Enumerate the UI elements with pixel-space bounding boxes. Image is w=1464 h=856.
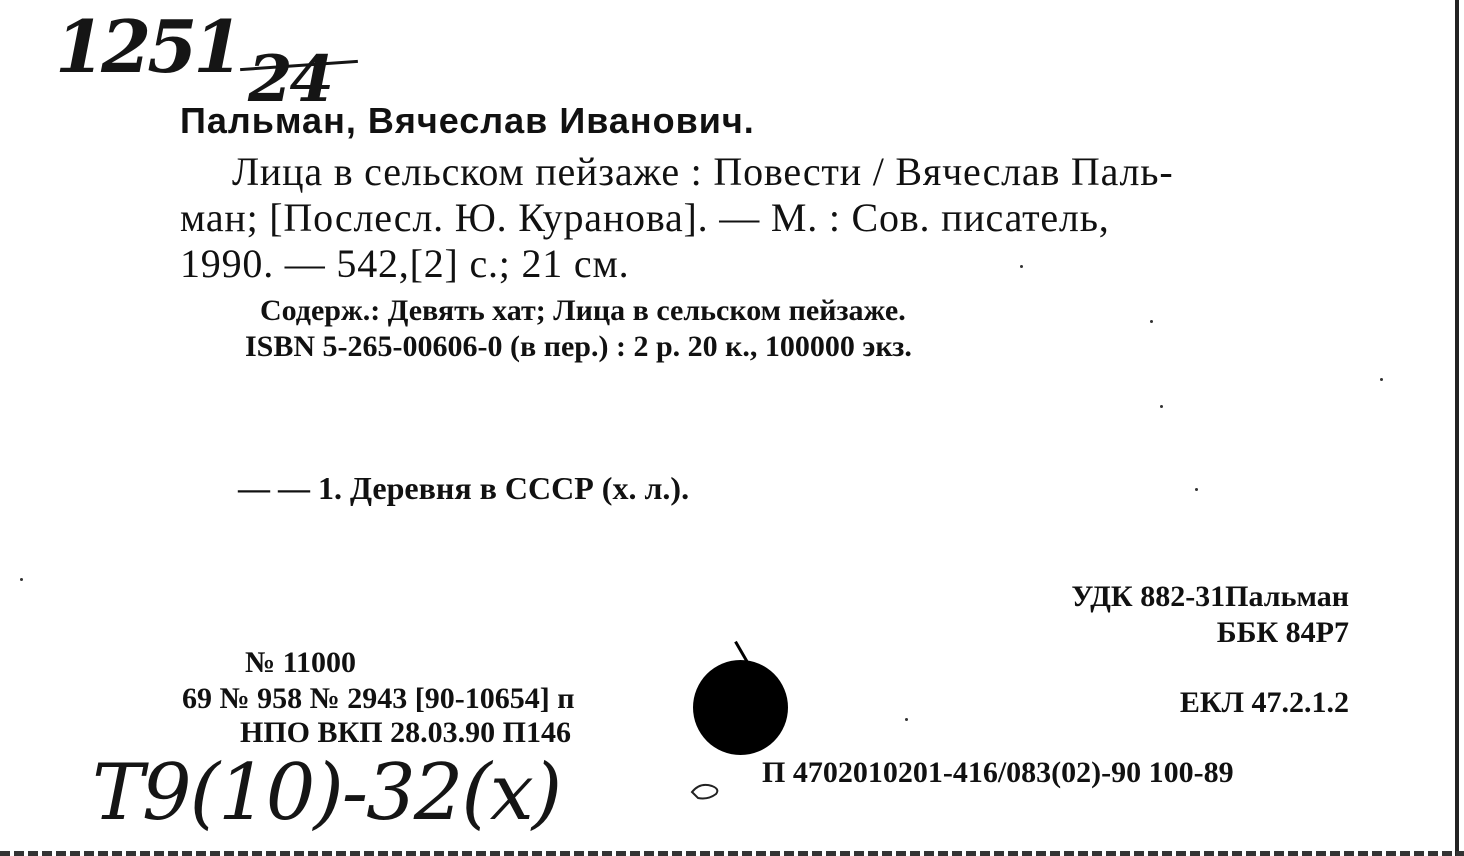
speck [905, 718, 908, 721]
ink-smudge [690, 780, 726, 802]
ekl-code: ЕКЛ 47.2.1.2 [1179, 686, 1349, 719]
title-line-3: 1990. — 542,[2] с.; 21 см. [180, 241, 630, 286]
handwritten-shelf-code: Т9(10)-32(х) [92, 748, 561, 838]
isbn-line: ISBN 5-265-00606-0 (в пер.) : 2 р. 20 к., 100000 экз. [245, 330, 912, 363]
punch-hole [693, 660, 788, 755]
speck [1160, 405, 1163, 408]
handwritten-number: 1251 [55, 4, 240, 89]
card-border-right [1455, 0, 1459, 856]
speck [1020, 265, 1023, 268]
speck [20, 578, 23, 581]
udk-code: УДК 882-31Пальман [1071, 580, 1349, 613]
print-line-1: 69 № 958 № 2943 [90-10654] п [182, 682, 575, 715]
contents-note: Содерж.: Девять хат; Лица в сельском пейзаже. [260, 294, 906, 327]
card-border-bottom [0, 851, 1464, 856]
speck [1380, 378, 1383, 381]
bbk-code: ББК 84Р7 [1216, 616, 1349, 649]
title-line-2: ман; [Послесл. Ю. Куранова]. — М. : Сов. писатель, [180, 195, 1110, 240]
speck [1195, 488, 1198, 491]
author-heading: Пальман, Вячеслав Иванович. [180, 100, 755, 141]
handwritten-denominator: 24 [248, 42, 332, 117]
print-number: № 11000 [245, 646, 356, 679]
title-line-1: Лица в сельском пейзаже : Повести / Вячеслав Паль- [232, 149, 1174, 194]
publisher-code: П 4702010201-416/083(02)-90 100-89 [762, 756, 1234, 789]
print-line-2: НПО ВКП 28.03.90 П146 [240, 716, 571, 749]
speck [1150, 320, 1153, 323]
subject-heading: — — 1. Деревня в СССР (х. л.). [238, 470, 690, 506]
